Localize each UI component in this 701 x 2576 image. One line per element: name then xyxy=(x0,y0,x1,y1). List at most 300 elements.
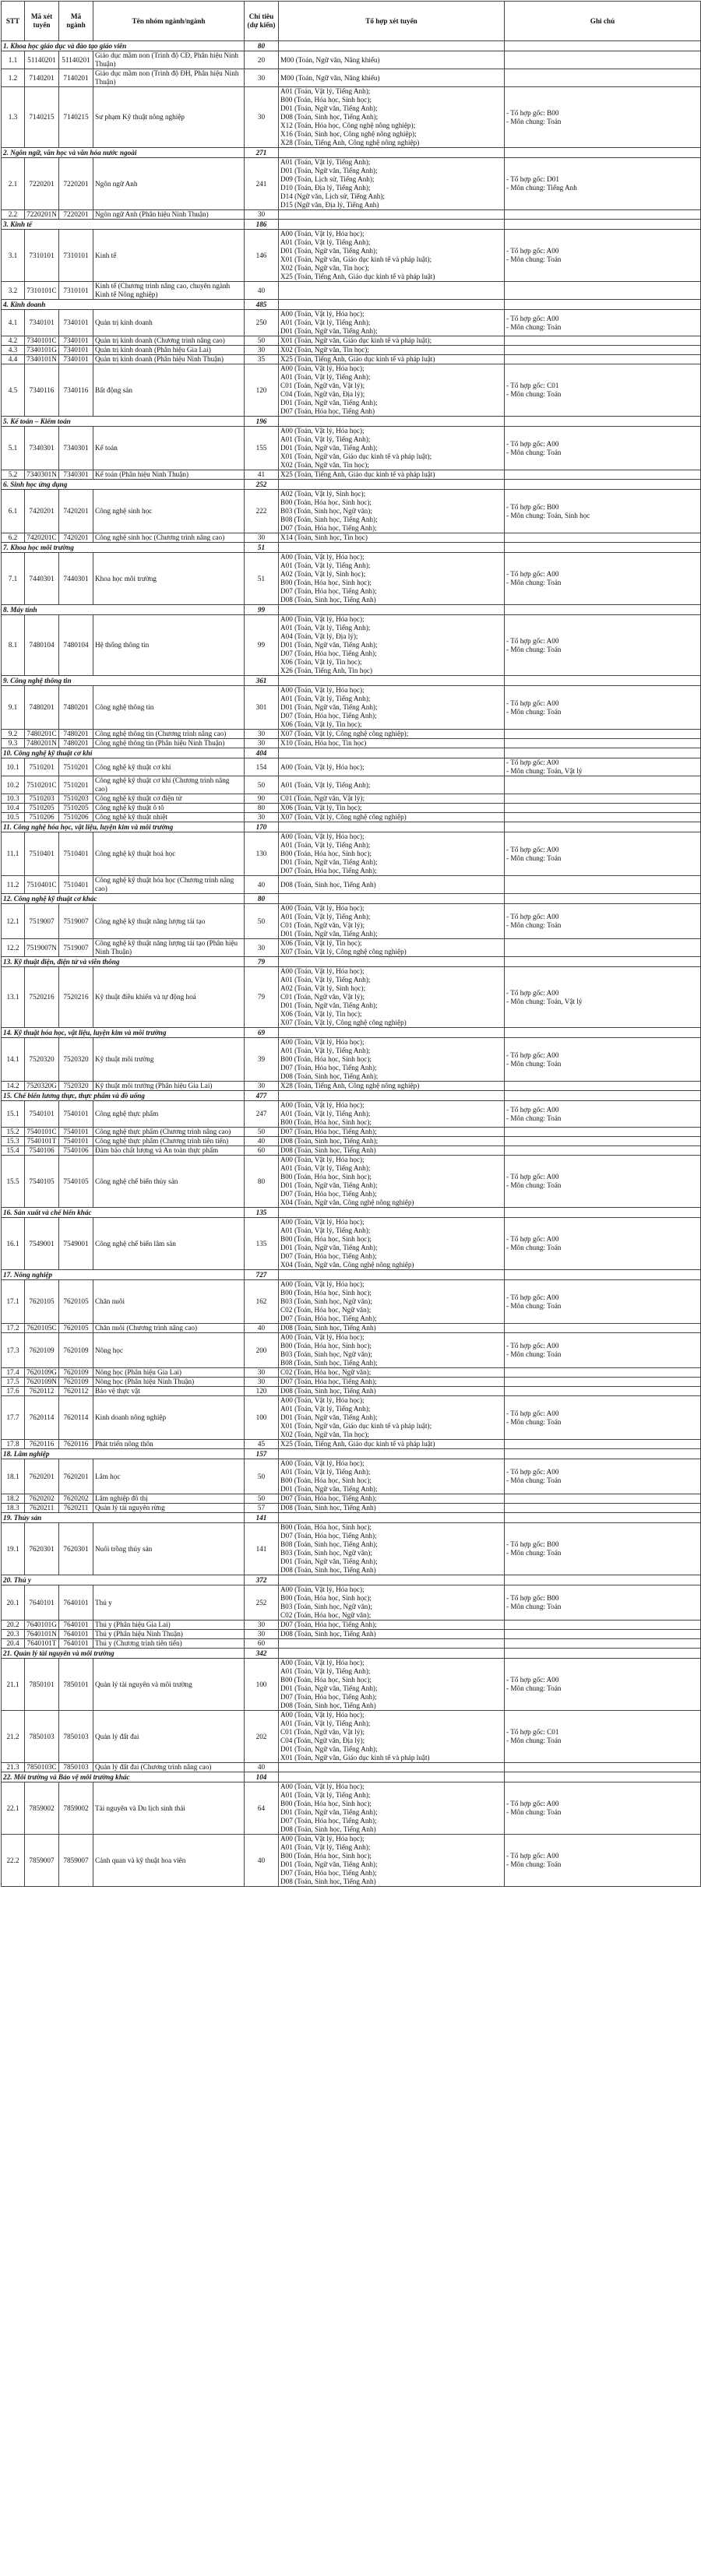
row-chi-tieu: 79 xyxy=(245,967,279,1028)
row-chi-tieu: 35 xyxy=(245,355,279,364)
combo-item: D01 (Toán, Ngữ văn, Tiếng Anh); xyxy=(280,1860,378,1868)
row-to-hop xyxy=(279,1459,505,1494)
note-item: - Tổ hợp gốc: A00 xyxy=(506,1852,559,1860)
note-item: - Tổ hợp gốc: B00 xyxy=(506,502,559,511)
header-ma-xet-tuyen: Mã xét tuyển xyxy=(25,2,59,41)
row-ghi-chu xyxy=(505,346,701,355)
row-ma-xet-tuyen: 7140201 xyxy=(25,69,59,87)
row-ma-xet-tuyen: 7540105 xyxy=(25,1156,59,1208)
row-ghi-chu xyxy=(505,1378,701,1387)
note-item: - Môn chung: Toán xyxy=(506,255,562,263)
combo-item: D08 (Toán, Sinh học, Tiếng Anh); xyxy=(280,1137,379,1145)
combo-item: D08 (Toán, Sinh học, Tiếng Anh) xyxy=(280,1825,376,1833)
combo-item: B00 (Toán, Hóa học, Sinh học); xyxy=(280,498,372,506)
note-item: - Môn chung: Toán, Vật lý xyxy=(506,997,583,1005)
combo-item: D08 (Toán, Sinh học, Tiếng Anh) xyxy=(280,1387,376,1395)
combo-item: D07 (Toán, Hóa học, Tiếng Anh); xyxy=(280,1817,377,1825)
combo-item: D01 (Toán, Ngữ văn, Tiếng Anh); xyxy=(280,858,378,866)
combo-item: D07 (Toán, Hóa học, Tiếng Anh); xyxy=(280,1869,377,1877)
row-ghi-chu xyxy=(505,1218,701,1270)
combo-item: A00 (Toán, Vật lý, Hóa học); xyxy=(280,1459,365,1467)
row-stt: 1.2 xyxy=(2,69,25,87)
combo-item: D01 (Toán, Ngữ văn, Tiếng Anh); xyxy=(280,1001,378,1009)
row-stt: 20.1 xyxy=(2,1585,25,1621)
table-row xyxy=(2,1621,701,1630)
table-row xyxy=(2,1440,701,1449)
row-ghi-chu xyxy=(505,553,701,605)
combo-item: D07 (Toán, Hóa học, Tiếng Anh); xyxy=(280,1693,377,1701)
row-ma-nganh: 7310101 xyxy=(59,282,93,300)
combo-item: D07 (Toán, Hóa học, Tiếng Anh); xyxy=(280,1532,377,1540)
row-ma-nganh: 7859007 xyxy=(59,1835,93,1887)
row-ma-nganh: 7310101 xyxy=(59,230,93,282)
row-ghi-chu xyxy=(505,282,701,300)
table-row xyxy=(2,939,701,957)
row-ten-nganh: Kỹ thuật môi trường xyxy=(93,1038,245,1082)
note-item: - Môn chung: Toán, Sinh học xyxy=(506,511,590,519)
group-spacer xyxy=(279,543,505,553)
row-chi-tieu: 30 xyxy=(245,533,279,543)
row-ma-xet-tuyen: 7859002 xyxy=(25,1782,59,1835)
row-chi-tieu: 80 xyxy=(245,804,279,813)
group-quota: 99 xyxy=(245,605,279,615)
row-ma-nganh: 7420201 xyxy=(59,533,93,543)
combo-item: D07 (Toán, Hóa học, Tiếng Anh); xyxy=(280,1252,377,1260)
group-quota: 69 xyxy=(245,1028,279,1038)
row-ten-nganh: Công nghệ kỹ thuật cơ khí (Chương trình nâng cao) xyxy=(93,776,245,794)
group-quota: 170 xyxy=(245,822,279,832)
row-ten-nganh: Kế toán xyxy=(93,427,245,470)
note-item: - Môn chung: Toán xyxy=(506,1417,562,1426)
row-ten-nganh: Ngôn ngữ Anh (Phân hiệu Ninh Thuận) xyxy=(93,210,245,220)
group-spacer xyxy=(505,1772,701,1782)
row-ten-nganh: Hệ thống thông tin xyxy=(93,615,245,676)
row-ghi-chu xyxy=(505,1137,701,1146)
row-ten-nganh: Khoa học môi trường xyxy=(93,553,245,605)
row-stt: 4.5 xyxy=(2,364,25,417)
row-to-hop xyxy=(279,158,505,210)
row-stt: 15.4 xyxy=(2,1146,25,1156)
combo-item: A00 (Toán, Vật lý, Hóa học); xyxy=(280,310,365,318)
combo-item: A01 (Toán, Vật lý, Tiếng Anh); xyxy=(280,841,371,849)
row-chi-tieu: 250 xyxy=(245,310,279,336)
group-quota: 727 xyxy=(245,1270,279,1280)
row-to-hop xyxy=(279,310,505,336)
header-ten-nganh: Tên nhóm ngành/ngành xyxy=(93,2,245,41)
row-ma-nganh: 7620301 xyxy=(59,1523,93,1575)
row-to-hop xyxy=(279,967,505,1028)
row-chi-tieu: 40 xyxy=(245,1137,279,1146)
row-ma-nganh: 7540105 xyxy=(59,1156,93,1208)
combo-item: D08 (Toán, Sinh học, Tiếng Anh); xyxy=(280,113,379,121)
row-chi-tieu: 30 xyxy=(245,939,279,957)
group-spacer xyxy=(505,676,701,686)
row-chi-tieu: 30 xyxy=(245,1368,279,1378)
row-chi-tieu: 202 xyxy=(245,1711,279,1763)
row-chi-tieu: 40 xyxy=(245,1763,279,1772)
row-ma-nganh: 7850103 xyxy=(59,1711,93,1763)
row-stt: 9.2 xyxy=(2,730,25,739)
row-ten-nganh: Đảm bảo chất lượng và An toàn thực phẩm xyxy=(93,1146,245,1156)
combo-item: D01 (Toán, Ngữ văn, Tiếng Anh); xyxy=(280,399,378,406)
row-chi-tieu: 30 xyxy=(245,1082,279,1091)
row-ghi-chu xyxy=(505,1396,701,1440)
note-item: - Môn chung: Toán xyxy=(506,579,562,586)
group-quota: 372 xyxy=(245,1575,279,1585)
table-row xyxy=(2,1782,701,1835)
row-ten-nganh: Công nghệ thông tin (Phân hiệu Ninh Thuận) xyxy=(93,739,245,748)
row-to-hop xyxy=(279,427,505,470)
note-item: - Môn chung: Toán xyxy=(506,1114,562,1122)
table-row xyxy=(2,1128,701,1137)
row-ma-xet-tuyen: 7620201 xyxy=(25,1459,59,1494)
note-item: - Tổ hợp gốc: A00 xyxy=(506,1800,559,1807)
row-to-hop xyxy=(279,1387,505,1396)
admissions-document xyxy=(1,1,700,1887)
row-ma-nganh: 7510206 xyxy=(59,813,93,822)
group-spacer xyxy=(279,957,505,967)
group-spacer xyxy=(505,822,701,832)
group-title: 18. Lâm nghiệp xyxy=(2,1449,245,1459)
combo-item: D01 (Toán, Ngữ văn, Tiếng Anh); xyxy=(280,167,378,174)
row-to-hop xyxy=(279,51,505,69)
row-stt: 14.1 xyxy=(2,1038,25,1082)
row-ma-nganh: 7620105 xyxy=(59,1324,93,1333)
combo-item: C02 (Toán, Hóa học, Ngữ văn); xyxy=(280,1368,372,1376)
group-title: 13. Kỹ thuật điện, điện tử và viễn thông xyxy=(2,957,245,967)
combo-item: X14 (Toán, Sinh học, Tin học) xyxy=(280,533,368,541)
row-ma-xet-tuyen: 7340116 xyxy=(25,364,59,417)
combo-item: B03 (Toán, Sinh học, Ngữ văn); xyxy=(280,1350,372,1358)
group-quota: 477 xyxy=(245,1091,279,1101)
row-ten-nganh: Công nghệ kỹ thuật cơ điện tử xyxy=(93,794,245,804)
row-stt: 6.2 xyxy=(2,533,25,543)
combo-item: B08 (Toán, Sinh học, Tiếng Anh); xyxy=(280,1359,378,1367)
row-ma-nganh: 7420201 xyxy=(59,490,93,533)
row-ghi-chu xyxy=(505,1146,701,1156)
row-stt: 4.3 xyxy=(2,346,25,355)
row-chi-tieu: 30 xyxy=(245,739,279,748)
row-stt: 4.1 xyxy=(2,310,25,336)
group-row xyxy=(2,1091,701,1101)
row-ma-nganh: 7220201 xyxy=(59,210,93,220)
row-stt: 6.1 xyxy=(2,490,25,533)
row-ghi-chu xyxy=(505,939,701,957)
group-row xyxy=(2,957,701,967)
row-ma-nganh: 7540101 xyxy=(59,1101,93,1128)
group-quota: 271 xyxy=(245,148,279,158)
row-ten-nganh: Quản trị kinh doanh xyxy=(93,310,245,336)
row-to-hop xyxy=(279,1378,505,1387)
row-stt: 19.1 xyxy=(2,1523,25,1575)
group-row xyxy=(2,1513,701,1523)
combo-item: A00 (Toán, Vật lý, Hóa học); xyxy=(280,1659,365,1666)
combo-item: A01 (Toán, Vật lý, Tiếng Anh); xyxy=(280,1667,371,1675)
row-stt: 13.1 xyxy=(2,967,25,1028)
group-quota: 80 xyxy=(245,41,279,51)
combo-item: D01 (Toán, Ngữ văn, Tiếng Anh); xyxy=(280,930,378,938)
row-ma-nganh: 7520320 xyxy=(59,1082,93,1091)
row-ma-xet-tuyen: 7850103C xyxy=(25,1763,59,1772)
row-to-hop xyxy=(279,1585,505,1621)
combo-item: B00 (Toán, Hóa học, Sinh học); xyxy=(280,1289,372,1297)
note-item: - Môn chung: Toán xyxy=(506,448,562,456)
row-stt: 8.1 xyxy=(2,615,25,676)
combo-item: D08 (Toán, Sinh học, Tiếng Anh) xyxy=(280,1146,376,1154)
group-title: 12. Công nghệ kỹ thuật cơ khác xyxy=(2,894,245,904)
row-ma-xet-tuyen: 7510205 xyxy=(25,804,59,813)
row-ma-nganh: 7510201 xyxy=(59,758,93,776)
group-row xyxy=(2,480,701,490)
row-ma-nganh: 7620112 xyxy=(59,1387,93,1396)
row-ten-nganh: Nuôi trồng thủy sản xyxy=(93,1523,245,1575)
group-quota: 80 xyxy=(245,894,279,904)
row-to-hop xyxy=(279,758,505,776)
row-ten-nganh: Công nghệ chế biến lâm sản xyxy=(93,1218,245,1270)
note-item: - Tổ hợp gốc: A00 xyxy=(506,913,559,920)
row-stt: 10.5 xyxy=(2,813,25,822)
note-item: - Môn chung: Toán xyxy=(506,707,562,716)
row-ten-nganh: Kinh tế xyxy=(93,230,245,282)
row-ten-nganh: Công nghệ kỹ thuật nhiệt xyxy=(93,813,245,822)
group-title: 11. Công nghệ hóa học, vật liệu, luyện kim và môi trường xyxy=(2,822,245,832)
combo-item: D08 (Toán, Sinh học, Tiếng Anh) xyxy=(280,596,376,604)
row-chi-tieu: 50 xyxy=(245,336,279,346)
row-ma-nganh: 7850101 xyxy=(59,1659,93,1711)
table-row xyxy=(2,1387,701,1396)
combo-item: A00 (Toán, Vật lý, Hóa học); xyxy=(280,1711,365,1719)
combo-item: D14 (Ngữ văn, Lịch sử, Tiếng Anh); xyxy=(280,192,385,200)
row-to-hop xyxy=(279,69,505,87)
group-title: 20. Thú y xyxy=(2,1575,245,1585)
row-ma-xet-tuyen: 7510203 xyxy=(25,794,59,804)
row-ghi-chu xyxy=(505,1101,701,1128)
row-ghi-chu xyxy=(505,1038,701,1082)
combo-item: A02 (Toán, Vật lý, Sinh học); xyxy=(280,984,366,992)
combo-item: X16 (Toán, Sinh học, Công nghệ nông nghiệp); xyxy=(280,130,417,138)
note-item: - Môn chung: Toán xyxy=(506,322,562,331)
table-row xyxy=(2,904,701,939)
row-stt: 17.7 xyxy=(2,1396,25,1440)
combo-item: A00 (Toán, Vật lý, Hóa học); xyxy=(280,1156,365,1163)
group-spacer xyxy=(279,41,505,51)
row-to-hop xyxy=(279,490,505,533)
combo-item: X06 (Toán, Vật lý, Tin học); xyxy=(280,939,362,947)
combo-item: A01 (Toán, Vật lý, Tiếng Anh); xyxy=(280,1405,371,1413)
group-spacer xyxy=(505,220,701,230)
row-ma-xet-tuyen: 7620301 xyxy=(25,1523,59,1575)
note-item: - Môn chung: Toán xyxy=(506,921,562,929)
group-spacer xyxy=(279,894,505,904)
row-stt: 12.1 xyxy=(2,904,25,939)
combo-item: D01 (Toán, Ngữ văn, Tiếng Anh); xyxy=(280,1244,378,1251)
table-row xyxy=(2,336,701,346)
row-ghi-chu xyxy=(505,1387,701,1396)
row-ghi-chu xyxy=(505,1585,701,1621)
group-quota: 485 xyxy=(245,300,279,310)
header-ma-nganh: Mã ngành xyxy=(59,2,93,41)
group-row xyxy=(2,41,701,51)
table-row xyxy=(2,346,701,355)
row-ma-xet-tuyen: 7640101 xyxy=(25,1585,59,1621)
row-ghi-chu xyxy=(505,804,701,813)
row-ghi-chu xyxy=(505,776,701,794)
row-ma-xet-tuyen: 7340301N xyxy=(25,470,59,480)
group-row xyxy=(2,1208,701,1218)
combo-item: D07 (Toán, Hóa học, Tiếng Anh); xyxy=(280,1494,377,1502)
table-row xyxy=(2,730,701,739)
row-ten-nganh: Quản lý tài nguyên rừng xyxy=(93,1504,245,1513)
combo-item: X07 (Toán, Vật lý, Công nghệ công nghiệp) xyxy=(280,813,407,821)
row-ten-nganh: Quản lý đất đai (Chương trình nâng cao) xyxy=(93,1763,245,1772)
combo-item: D07 (Toán, Hóa học, Tiếng Anh); xyxy=(280,867,377,875)
row-ma-xet-tuyen: 7540101 xyxy=(25,1101,59,1128)
row-ma-xet-tuyen: 51140201 xyxy=(25,51,59,69)
combo-item: A00 (Toán, Vật lý, Hóa học); xyxy=(280,427,365,435)
combo-item: B03 (Toán, Sinh học, Ngữ văn); xyxy=(280,1549,372,1557)
row-ghi-chu xyxy=(505,1711,701,1763)
combo-item: A00 (Toán, Vật lý, Hóa học); xyxy=(280,762,365,771)
note-item: - Tổ hợp gốc: A00 xyxy=(506,570,559,578)
note-item: - Môn chung: Toán xyxy=(506,1244,562,1251)
row-ghi-chu xyxy=(505,210,701,220)
table-row xyxy=(2,832,701,876)
row-to-hop xyxy=(279,1146,505,1156)
combo-item: D01 (Toán, Ngữ văn, Tiếng Anh); xyxy=(280,641,378,649)
combo-item: D07 (Toán, Hóa học, Tiếng Anh); xyxy=(280,1314,377,1322)
table-row xyxy=(2,87,701,148)
row-ma-xet-tuyen: 7140215 xyxy=(25,87,59,148)
row-ma-nganh: 7140201 xyxy=(59,69,93,87)
row-ma-nganh: 7220201 xyxy=(59,158,93,210)
row-ten-nganh: Thú y (Phân hiệu Gia Lai) xyxy=(93,1621,245,1630)
row-ghi-chu xyxy=(505,876,701,894)
combo-item: X06 (Toán, Vật lý, Tin học); xyxy=(280,658,362,666)
table-header xyxy=(2,2,701,41)
row-stt: 11.1 xyxy=(2,832,25,876)
table-row xyxy=(2,1585,701,1621)
row-to-hop xyxy=(279,904,505,939)
table-row xyxy=(2,69,701,87)
note-item: - Môn chung: Toán xyxy=(506,1860,562,1868)
row-ma-nganh: 7520216 xyxy=(59,967,93,1028)
table-row xyxy=(2,1368,701,1378)
row-ma-xet-tuyen: 7340301 xyxy=(25,427,59,470)
row-stt: 10.4 xyxy=(2,804,25,813)
group-title: 6. Sinh học ứng dụng xyxy=(2,480,245,490)
group-spacer xyxy=(279,605,505,615)
row-ma-xet-tuyen: 7640101T xyxy=(25,1639,59,1649)
table-row xyxy=(2,230,701,282)
row-ten-nganh: Nông học (Phân hiệu Gia Lai) xyxy=(93,1368,245,1378)
row-ma-xet-tuyen: 7850103 xyxy=(25,1711,59,1763)
row-ghi-chu xyxy=(505,686,701,730)
row-ten-nganh: Nông học (Phân hiệu Ninh Thuận) xyxy=(93,1378,245,1387)
row-ma-nganh: 7540106 xyxy=(59,1146,93,1156)
note-item: - Tổ hợp gốc: A00 xyxy=(506,1468,559,1476)
combo-item: D08 (Toán, Sinh học, Tiếng Anh) xyxy=(280,1324,376,1332)
row-ghi-chu xyxy=(505,230,701,282)
row-ma-xet-tuyen: 7220201N xyxy=(25,210,59,220)
row-chi-tieu: 252 xyxy=(245,1585,279,1621)
row-ma-xet-tuyen: 7620211 xyxy=(25,1504,59,1513)
row-ten-nganh: Sư phạm Kỹ thuật nông nghiệp xyxy=(93,87,245,148)
row-ma-xet-tuyen: 7620202 xyxy=(25,1494,59,1504)
row-ma-nganh: 7340301 xyxy=(59,470,93,480)
note-item: - Môn chung: Toán xyxy=(506,1181,562,1189)
row-ghi-chu xyxy=(505,1156,701,1208)
row-to-hop xyxy=(279,282,505,300)
note-item: - Môn chung: Toán xyxy=(506,1350,562,1358)
table-row xyxy=(2,1639,701,1649)
group-title: 8. Máy tính xyxy=(2,605,245,615)
group-title: 7. Khoa học môi trường xyxy=(2,543,245,553)
row-chi-tieu: 30 xyxy=(245,1378,279,1387)
row-ten-nganh: Công nghệ sinh học xyxy=(93,490,245,533)
note-item: - Tổ hợp gốc: A00 xyxy=(506,845,559,853)
row-stt: 4.4 xyxy=(2,355,25,364)
row-ten-nganh: Kinh doanh nông nghiệp xyxy=(93,1396,245,1440)
row-ma-nganh: 7480201 xyxy=(59,739,93,748)
combo-item: B00 (Toán, Hóa học, Sinh học); xyxy=(280,1594,372,1602)
combo-item: X06 (Toán, Vật lý, Tin học); xyxy=(280,804,362,811)
table-row xyxy=(2,470,701,480)
row-ten-nganh: Tài nguyên và Du lịch sinh thái xyxy=(93,1782,245,1835)
combo-item: D08 (Toán, Sinh học, Tiếng Anh) xyxy=(280,1504,376,1511)
combo-item: B03 (Toán, Sinh học, Ngữ văn); xyxy=(280,507,372,515)
row-ma-nganh: 7440301 xyxy=(59,553,93,605)
row-ma-nganh: 7340301 xyxy=(59,427,93,470)
group-quota: 79 xyxy=(245,957,279,967)
note-item: - Tổ hợp gốc: A00 xyxy=(506,1173,559,1181)
row-ma-nganh: 7850103 xyxy=(59,1763,93,1772)
row-ma-nganh: 7480201 xyxy=(59,730,93,739)
combo-item: D09 (Toán, Lịch sử, Tiếng Anh); xyxy=(280,175,375,183)
row-to-hop xyxy=(279,615,505,676)
group-quota: 196 xyxy=(245,417,279,427)
row-ten-nganh: Công nghệ kỹ thuật ô tô xyxy=(93,804,245,813)
combo-item: B08 (Toán, Sinh học, Tiếng Anh); xyxy=(280,1540,378,1548)
row-ma-nganh: 7549001 xyxy=(59,1218,93,1270)
row-ghi-chu xyxy=(505,310,701,336)
combo-item: A00 (Toán, Vật lý, Hóa học); xyxy=(280,967,365,975)
row-ma-nganh: 7510401 xyxy=(59,876,93,894)
row-ma-nganh: 7640101 xyxy=(59,1639,93,1649)
table-row xyxy=(2,967,701,1028)
group-row xyxy=(2,748,701,758)
row-ghi-chu xyxy=(505,1763,701,1772)
row-chi-tieu: 57 xyxy=(245,1504,279,1513)
row-to-hop xyxy=(279,346,505,355)
row-stt: 20.4 xyxy=(2,1639,25,1649)
group-spacer xyxy=(279,417,505,427)
row-ten-nganh: Công nghệ thực phẩm (Chương trình nâng cao) xyxy=(93,1128,245,1137)
combo-item: A00 (Toán, Vật lý, Hóa học); xyxy=(280,615,365,623)
group-title: 2. Ngôn ngữ, văn học và văn hóa nước ngoài xyxy=(2,148,245,158)
group-spacer xyxy=(505,480,701,490)
group-spacer xyxy=(505,417,701,427)
combo-item: A01 (Toán, Vật lý, Tiếng Anh); xyxy=(280,1110,371,1117)
note-item: - Tổ hợp gốc: D01 xyxy=(506,175,559,183)
combo-item: D01 (Toán, Ngữ văn, Tiếng Anh); xyxy=(280,247,378,255)
row-ghi-chu xyxy=(505,1782,701,1835)
combo-item: X02 (Toán, Ngữ văn, Tin học); xyxy=(280,461,369,469)
row-ghi-chu xyxy=(505,533,701,543)
row-ghi-chu xyxy=(505,427,701,470)
table-row xyxy=(2,1280,701,1324)
combo-item: C01 (Toán, Ngữ văn, Vật lý); xyxy=(280,382,365,389)
combo-item: D01 (Toán, Ngữ văn, Tiếng Anh); xyxy=(280,104,378,112)
